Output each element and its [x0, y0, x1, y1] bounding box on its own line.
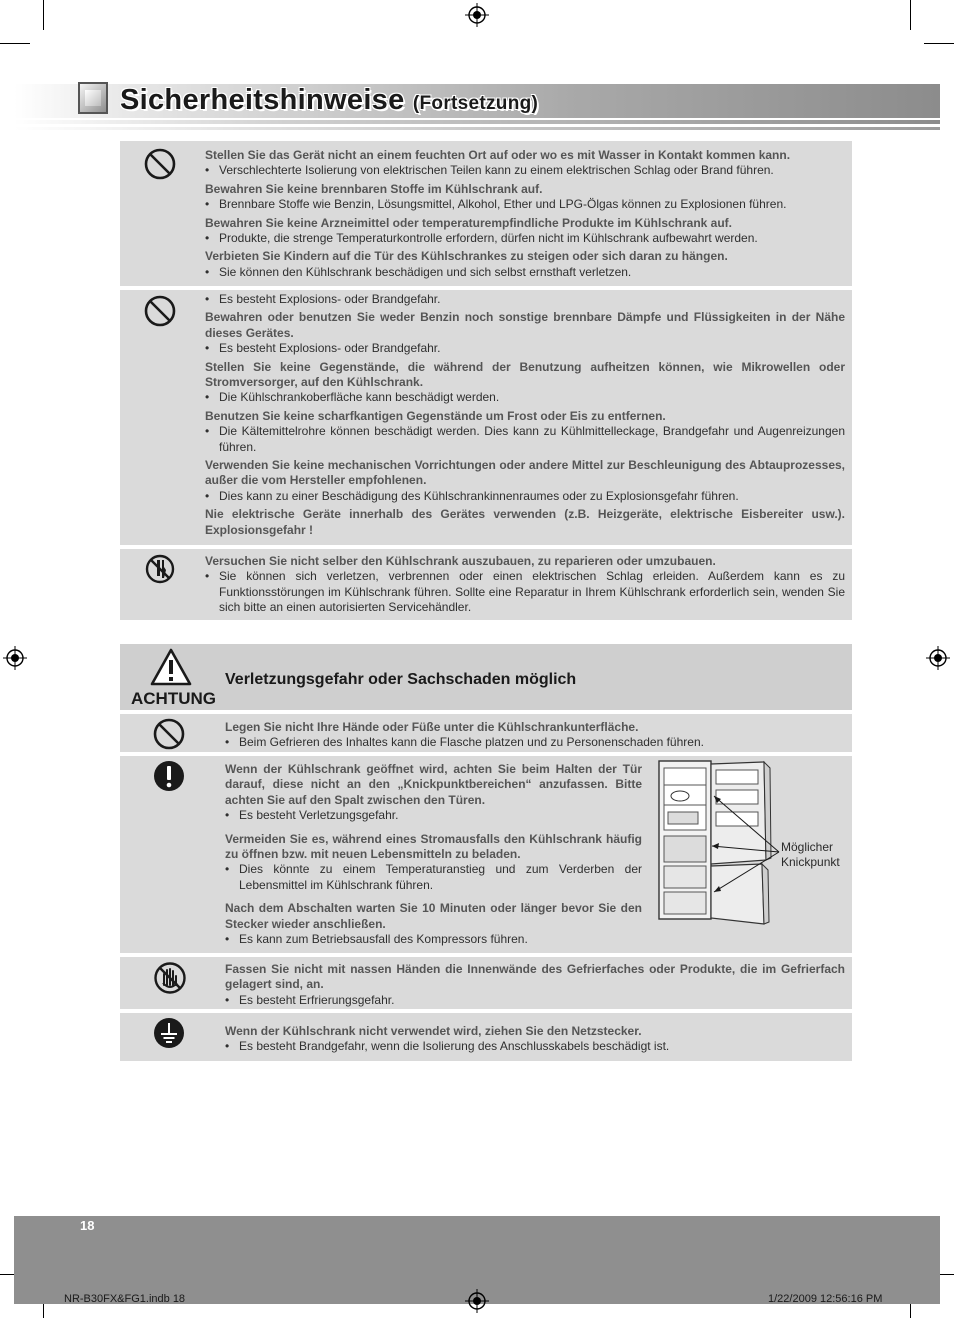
warning-heading: Nach dem Abschalten warten Sie 10 Minuten oder länger bevor Sie den Stecker wieder anschließen.	[225, 901, 642, 931]
page-number: 18	[80, 1218, 95, 1233]
warning-heading: Bewahren Sie keine Arzneimittel oder temperaturempfindliche Produkte im Kühlschrank auf.	[205, 215, 733, 230]
warning-bullet: • Beim Gefrieren des Inhaltes kann die Flasche platzen und zu Personenschaden führen.	[225, 735, 845, 750]
warning-bullet: • Es kann zum Betriebsausfall des Kompressors führen.	[225, 932, 642, 947]
registration-mark-icon	[465, 1289, 489, 1313]
registration-mark-icon	[3, 646, 27, 670]
unplug-icon	[153, 1017, 185, 1049]
caution-text	[225, 962, 845, 1008]
crop-mark	[910, 0, 911, 30]
crop-mark	[43, 0, 44, 30]
warning-bullet: • Sie können sich verletzen, verbrennen oder einen elektrischen Schlag erleiden. Außerdem kann es zu Funktionsstörungen im Kühlschrank führen. Sollte eine Reparatur in Ihrem Kühlschrank erforderlich sein, wenden Sie sich bitte an einen autorisierten Servicehändler.	[205, 569, 845, 615]
warning-heading: Legen Sie nicht Ihre Hände oder Füße unter die Kühlschrankunterfläche.	[225, 720, 639, 734]
caution-title: Verletzungsgefahr oder Sachschaden möglich	[225, 671, 577, 688]
caution-header	[120, 644, 852, 710]
warning-text	[205, 148, 845, 280]
warning-bullet: • Es besteht Brandgefahr, wenn die Isolierung des Anschlusskabels beschädigt ist.	[225, 1039, 845, 1054]
exclamation-icon	[153, 760, 185, 792]
prohibition-icon	[143, 147, 177, 181]
warning-bullet: • Brennbare Stoffe wie Benzin, Lösungsmittel, Alkohol, Ether und LPG-Ölgas können zu Explosionen führen.	[205, 197, 845, 212]
page-title-main: Sicherheitshinweise	[120, 84, 405, 116]
figure-label-line: Knickpunkt	[781, 855, 840, 869]
warning-bullet: • Verschlechterte Isolierung von elektrischen Teilen kann zu einem elektrischen Schlag oder Brand führen.	[205, 163, 845, 178]
warning-bullet: • Dies kann zu einer Beschädigung des Kühlschrankinnenraumes oder zu Explosionsgefahr führen.	[205, 489, 845, 504]
warning-box	[120, 549, 852, 620]
warning-heading: Bewahren oder benutzen Sie weder Benzin noch sonstige brennbare Dämpfe und Flüssigkeiten in der Nähe dieses Gerätes.	[205, 310, 845, 340]
print-timestamp: 1/22/2009 12:56:16 PM	[768, 1293, 883, 1305]
warning-heading: Versuchen Sie nicht selber den Kühlschrank auszubauen, zu reparieren oder umzubauen.	[205, 554, 716, 568]
no-disassembly-icon	[144, 553, 176, 585]
warning-bullet: • Die Kühlschrankoberfläche kann beschädigt werden.	[205, 390, 845, 405]
warning-bullet: • Es besteht Erfrierungsgefahr.	[225, 993, 845, 1008]
warning-box	[120, 290, 852, 545]
warning-heading: Wenn der Kühlschrank nicht verwendet wird, ziehen Sie den Netzstecker.	[225, 1024, 642, 1038]
warning-heading: Fassen Sie nicht mit nassen Händen die Innenwände des Gefrierfaches oder Produkte, die im Gefrierfach gelagert sind, an.	[225, 962, 845, 992]
warning-heading: Nie elektrische Geräte innerhalb des Gerätes verwenden (z.B. Heizgeräte, elektrische Eisbereiter usw.). Explosionsgefahr !	[205, 507, 845, 537]
figure-label-line: Möglicher	[781, 840, 834, 854]
warning-heading: Benutzen Sie keine scharfkantigen Gegenstände um Frost oder Eis zu entfernen.	[205, 408, 666, 423]
prohibition-icon	[152, 717, 186, 751]
fridge-illustration	[658, 760, 780, 926]
file-slug: NR-B30FX&FG1.indb 18	[64, 1293, 186, 1305]
warning-heading: Verbieten Sie Kindern auf die Tür des Kühlschrankes zu steigen oder sich daran zu hängen.	[205, 249, 728, 264]
caution-label: ACHTUNG	[131, 689, 216, 708]
warning-heading: Stellen Sie das Gerät nicht an einem feuchten Ort auf oder wo es mit Wasser in Kontakt kommen kann.	[205, 148, 791, 162]
header-rule	[14, 120, 940, 124]
warning-text	[205, 554, 845, 616]
warning-box	[120, 141, 852, 286]
warning-bullet: • Es besteht Verletzungsgefahr.	[225, 808, 642, 823]
spacer	[225, 824, 642, 829]
header-rule	[14, 127, 940, 130]
warning-heading: Verwenden Sie keine mechanischen Vorrichtungen oder andere Mittel zur Beschleunigung des Abtauprozesses, außer die vom Hersteller empfohlenen.	[205, 458, 845, 488]
caution-text	[225, 1024, 845, 1055]
no-wet-hands-icon	[153, 961, 187, 995]
page-title-sub: (Fortsetzung)	[412, 93, 539, 114]
caution-box	[120, 1013, 852, 1061]
caution-text	[225, 762, 642, 947]
warning-bullet: • Sie können den Kühlschrank beschädigen und sich selbst ernsthaft verletzen.	[205, 265, 845, 280]
caution-box	[120, 957, 852, 1009]
spacer	[225, 893, 642, 898]
warning-heading: Wenn der Kühlschrank geöffnet wird, achten Sie beim Halten der Tür darauf, diese nicht an den „Knickpunktbereichen“ anzufassen. Bitte achten Sie auf den Spalt zwischen den Türen.	[225, 762, 642, 807]
warning-heading: Vermeiden Sie es, während eines Stromausfalls den Kühlschrank häufig zu öffnen bzw. mit neuen Lebensmitteln zu beladen.	[225, 831, 642, 862]
header-square-icon	[78, 82, 108, 114]
caution-box	[120, 714, 852, 752]
warning-bullet: • Es besteht Explosions- oder Brandgefahr.	[205, 341, 845, 356]
crop-mark	[0, 43, 30, 44]
page-title	[120, 84, 538, 117]
registration-mark-icon	[926, 646, 950, 670]
caution-text	[225, 720, 845, 751]
warning-bullet: • Dies könnte zu einem Temperaturanstieg und zum Verderben der Lebensmittel im Kühlschrank führen.	[225, 862, 642, 893]
warning-triangle-icon	[150, 648, 192, 686]
registration-mark-icon	[465, 3, 489, 27]
warning-bullet: • Produkte, die strenge Temperaturkontrolle erfordern, dürfen nicht im Kühlschrank aufbewahrt werden.	[205, 231, 845, 246]
figure-label	[781, 840, 840, 870]
warning-bullet: • Es besteht Explosions- oder Brandgefahr.	[205, 292, 845, 307]
crop-mark	[924, 43, 954, 44]
warning-heading: Bewahren Sie keine brennbaren Stoffe im Kühlschrank auf.	[205, 181, 543, 196]
warning-bullet: • Die Kältemittelrohre können beschädigt werden. Dies kann zu Kühlmittelleckage, Brandgefahr und Augenreizungen führen.	[205, 424, 845, 455]
warning-heading: Stellen Sie keine Gegenstände, die während der Benutzung aufheitzen können, wie Mikrowellen oder Stromversorger, auf den Kühlschrank.	[205, 359, 845, 390]
warning-text	[205, 292, 845, 538]
prohibition-icon	[143, 294, 177, 328]
